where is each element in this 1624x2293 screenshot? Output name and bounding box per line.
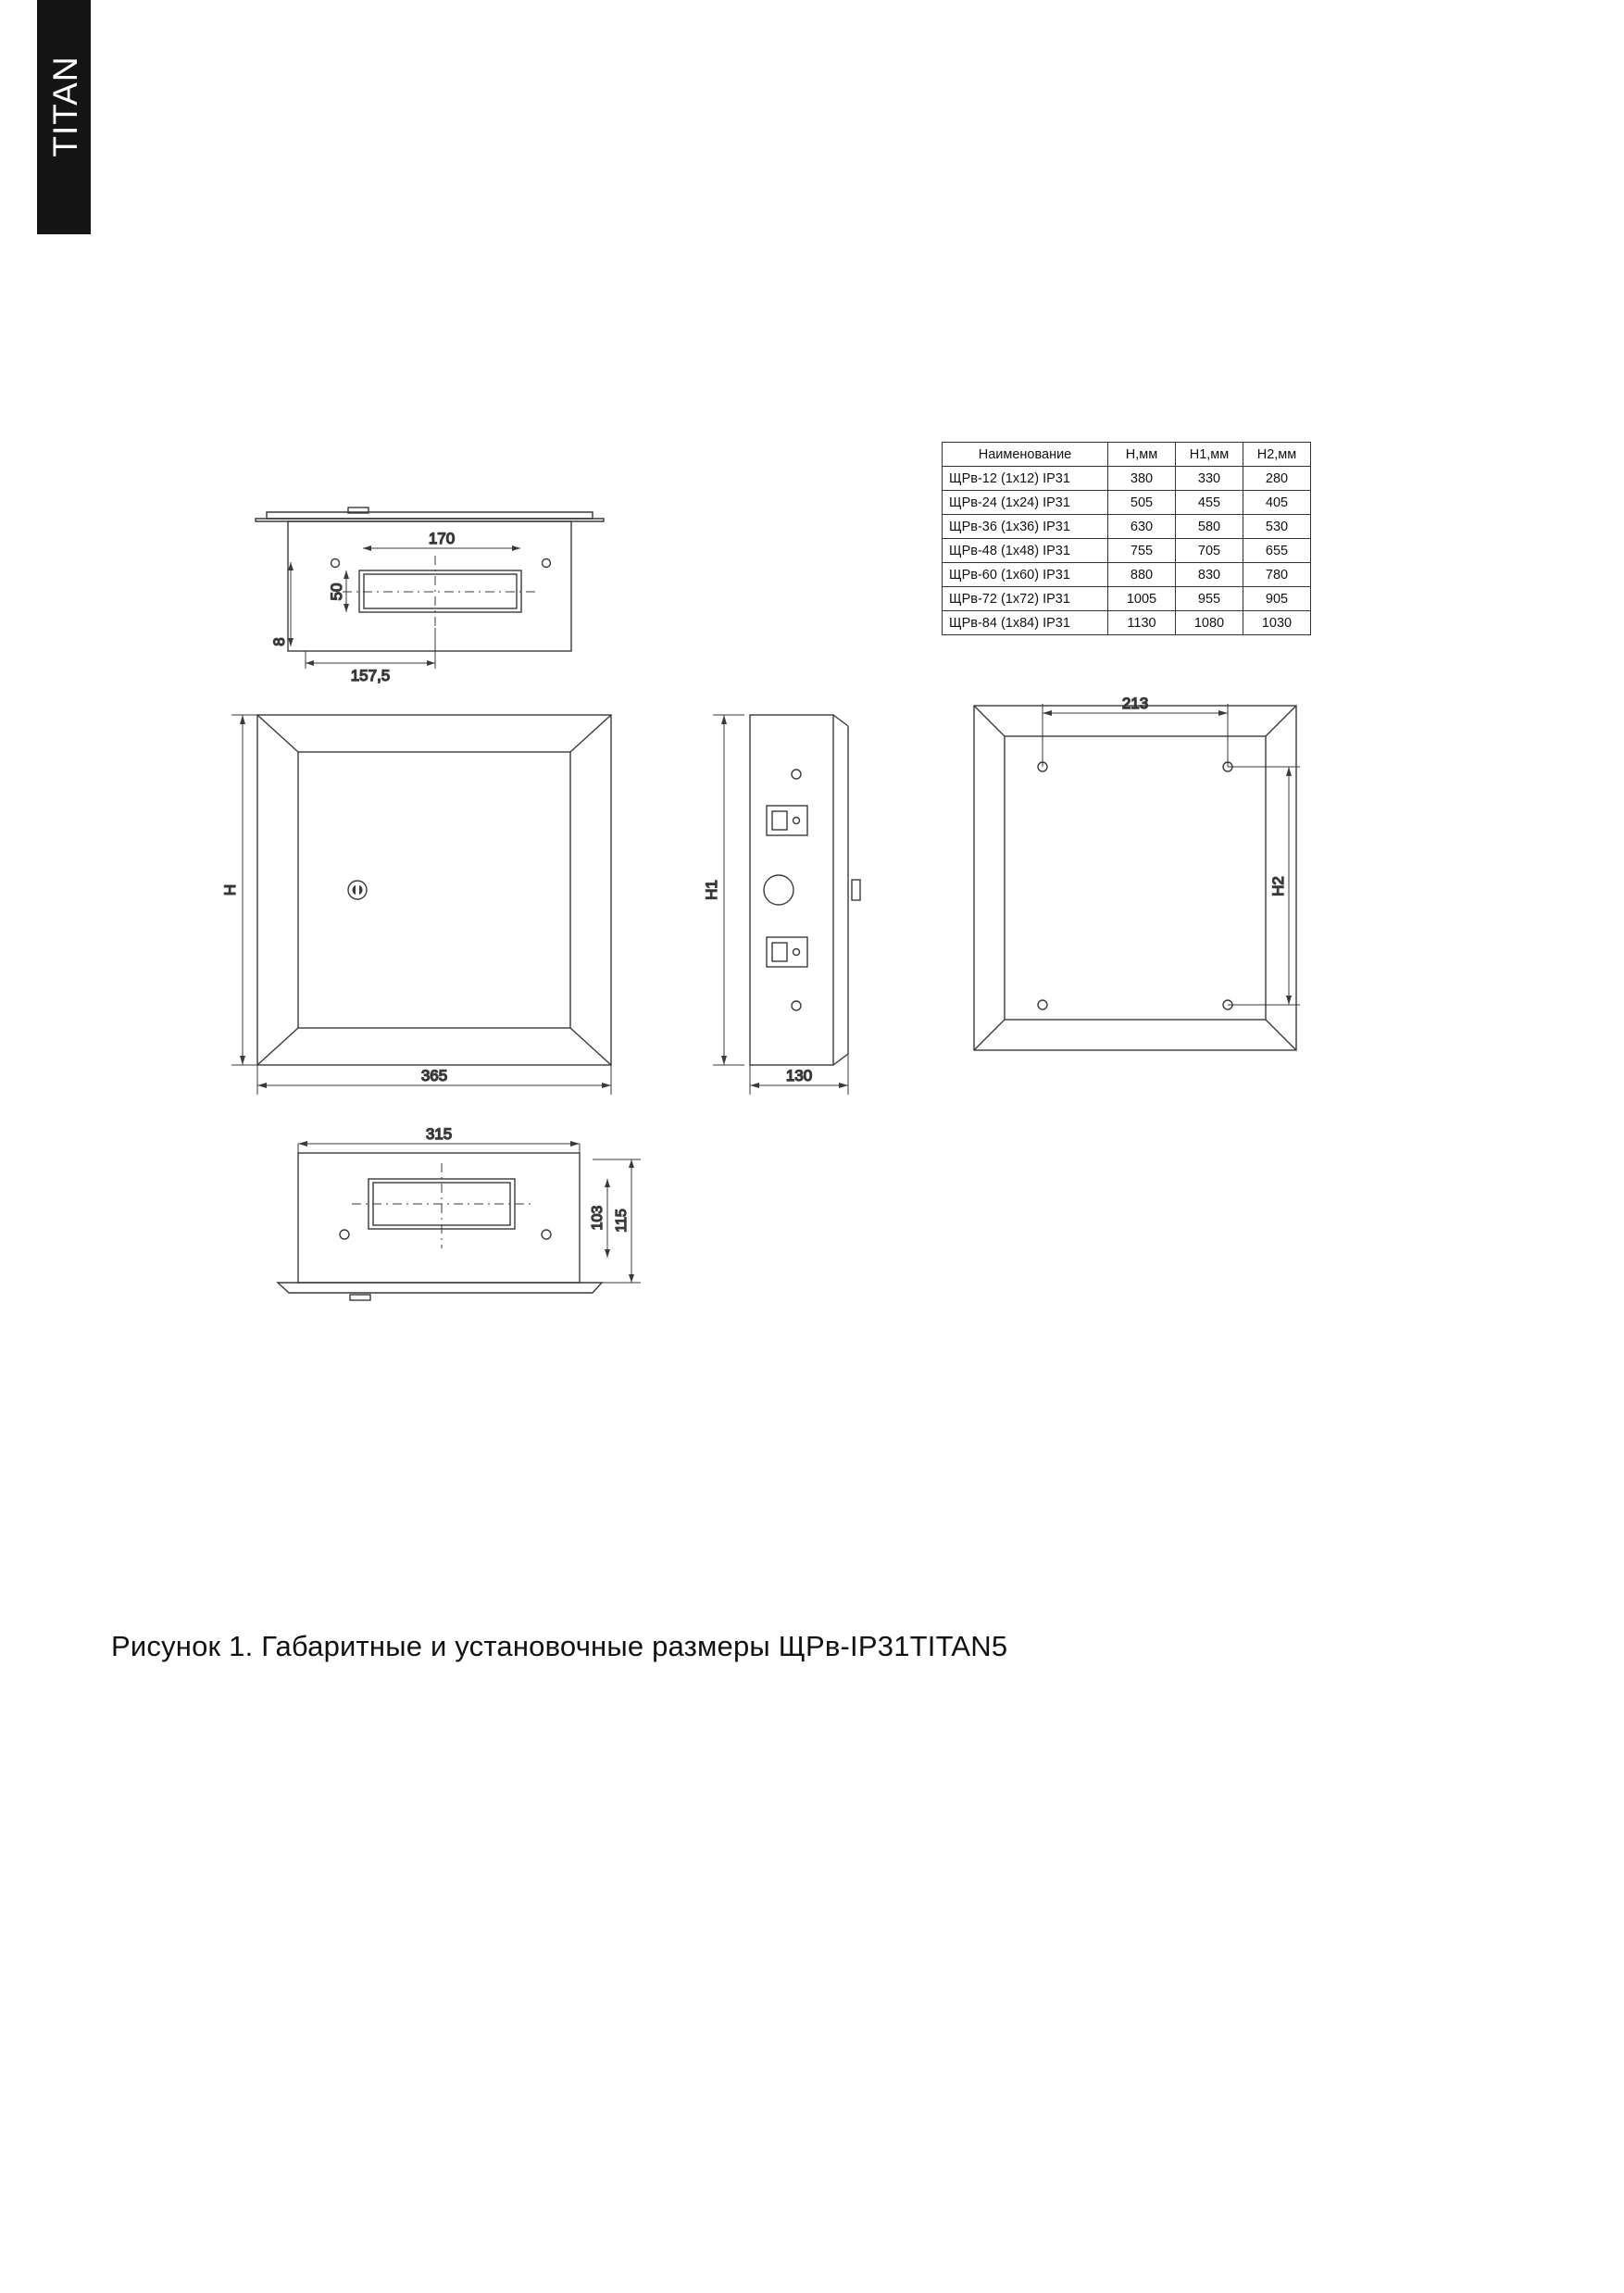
col-header-name: Наименование <box>943 443 1108 467</box>
svg-text:315: 315 <box>425 1125 453 1143</box>
cell-h: 380 <box>1108 467 1176 491</box>
cell-h2: 655 <box>1243 539 1311 563</box>
svg-text:103: 103 <box>590 1205 606 1231</box>
cell-h1: 455 <box>1176 491 1243 515</box>
brand-label: TITAN <box>46 56 84 157</box>
cell-h1: 330 <box>1176 467 1243 491</box>
col-header-h: Н,мм <box>1108 443 1176 467</box>
cell-h1: 705 <box>1176 539 1243 563</box>
svg-text:130: 130 <box>785 1067 813 1084</box>
cell-h2: 780 <box>1243 563 1311 587</box>
cell-name: ЩРв-84 (1х84) IP31 <box>943 611 1108 635</box>
svg-text:H2: H2 <box>1269 876 1287 896</box>
cell-h: 755 <box>1108 539 1176 563</box>
mounting-frame-view <box>974 695 1300 1050</box>
svg-text:365: 365 <box>420 1067 448 1084</box>
svg-text:H: H <box>221 883 239 896</box>
cell-h2: 530 <box>1243 515 1311 539</box>
cell-h: 505 <box>1108 491 1176 515</box>
cell-h2: 905 <box>1243 587 1311 611</box>
top-view <box>256 507 604 684</box>
cell-h: 880 <box>1108 563 1176 587</box>
svg-text:8: 8 <box>270 637 288 646</box>
cell-name: ЩРв-36 (1х36) IP31 <box>943 515 1108 539</box>
cell-name: ЩРв-60 (1х60) IP31 <box>943 563 1108 587</box>
cell-h1: 580 <box>1176 515 1243 539</box>
cell-h2: 280 <box>1243 467 1311 491</box>
side-view <box>703 715 860 1095</box>
cell-h1: 955 <box>1176 587 1243 611</box>
cell-h2: 405 <box>1243 491 1311 515</box>
cell-h1: 1080 <box>1176 611 1243 635</box>
svg-text:170: 170 <box>428 530 456 547</box>
cell-h2: 1030 <box>1243 611 1311 635</box>
cell-name: ЩРв-72 (1х72) IP31 <box>943 587 1108 611</box>
cell-h: 1005 <box>1108 587 1176 611</box>
cell-name: ЩРв-48 (1х48) IP31 <box>943 539 1108 563</box>
cell-h: 1130 <box>1108 611 1176 635</box>
svg-text:H1: H1 <box>703 880 720 900</box>
cell-h1: 830 <box>1176 563 1243 587</box>
svg-text:157,5: 157,5 <box>350 667 391 684</box>
front-view <box>221 715 611 1095</box>
bottom-view <box>278 1125 641 1300</box>
col-header-h2: Н2,мм <box>1243 443 1311 467</box>
svg-text:50: 50 <box>328 583 345 601</box>
svg-text:115: 115 <box>614 1209 630 1233</box>
col-header-h1: Н1,мм <box>1176 443 1243 467</box>
cell-name: ЩРв-24 (1х24) IP31 <box>943 491 1108 515</box>
svg-text:213: 213 <box>1121 695 1149 712</box>
cell-name: ЩРв-12 (1х12) IP31 <box>943 467 1108 491</box>
cell-h: 630 <box>1108 515 1176 539</box>
figure-caption: Рисунок 1. Габаритные и установочные размеры ЩРв-IP31TITAN5 <box>111 1630 1008 1662</box>
